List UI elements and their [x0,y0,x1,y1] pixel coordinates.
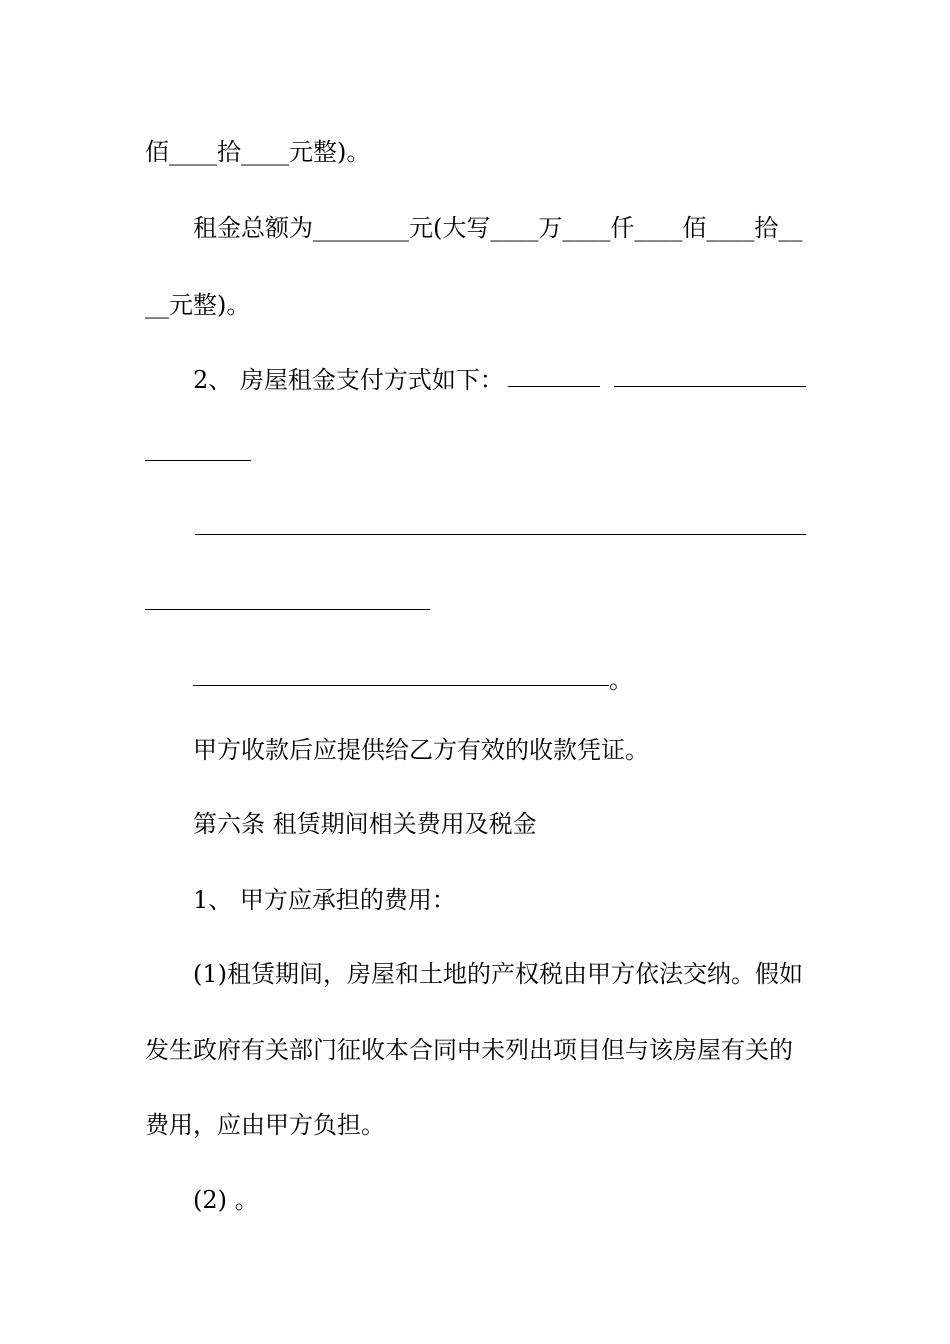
blank-rule-6 [193,685,609,686]
text-line-10: 发生政府有关部门征收本合同中未列出项目但与该房屋有关的 [145,1036,793,1064]
blank-rule-2 [614,386,806,387]
text-line-1: 佰____拾____元整)。 [145,138,371,166]
text-line-4: 2、 房屋租金支付方式如下： [193,366,504,394]
text-line-8: 1、 甲方应承担的费用： [193,886,456,914]
text-line-7: 第六条 租赁期间相关费用及税金 [193,810,537,838]
blank-rule-3 [145,460,251,461]
blank-rule-1 [508,386,600,387]
text-line-2: 租金总额为________元(大写____万____仟____佰____拾__ [193,214,803,242]
text-line-12: (2) 。 [193,1186,259,1214]
text-line-3: __元整)。 [145,291,251,319]
text-line-6: 甲方收款后应提供给乙方有效的收款凭证。 [193,736,649,764]
text-line-5-end: 。 [609,666,633,694]
text-line-11: 费用，应由甲方负担。 [145,1111,385,1139]
text-line-9: (1)租赁期间，房屋和土地的产权税由甲方依法交纳。假如 [193,960,803,988]
blank-rule-4 [195,534,806,535]
blank-rule-5 [145,609,430,610]
